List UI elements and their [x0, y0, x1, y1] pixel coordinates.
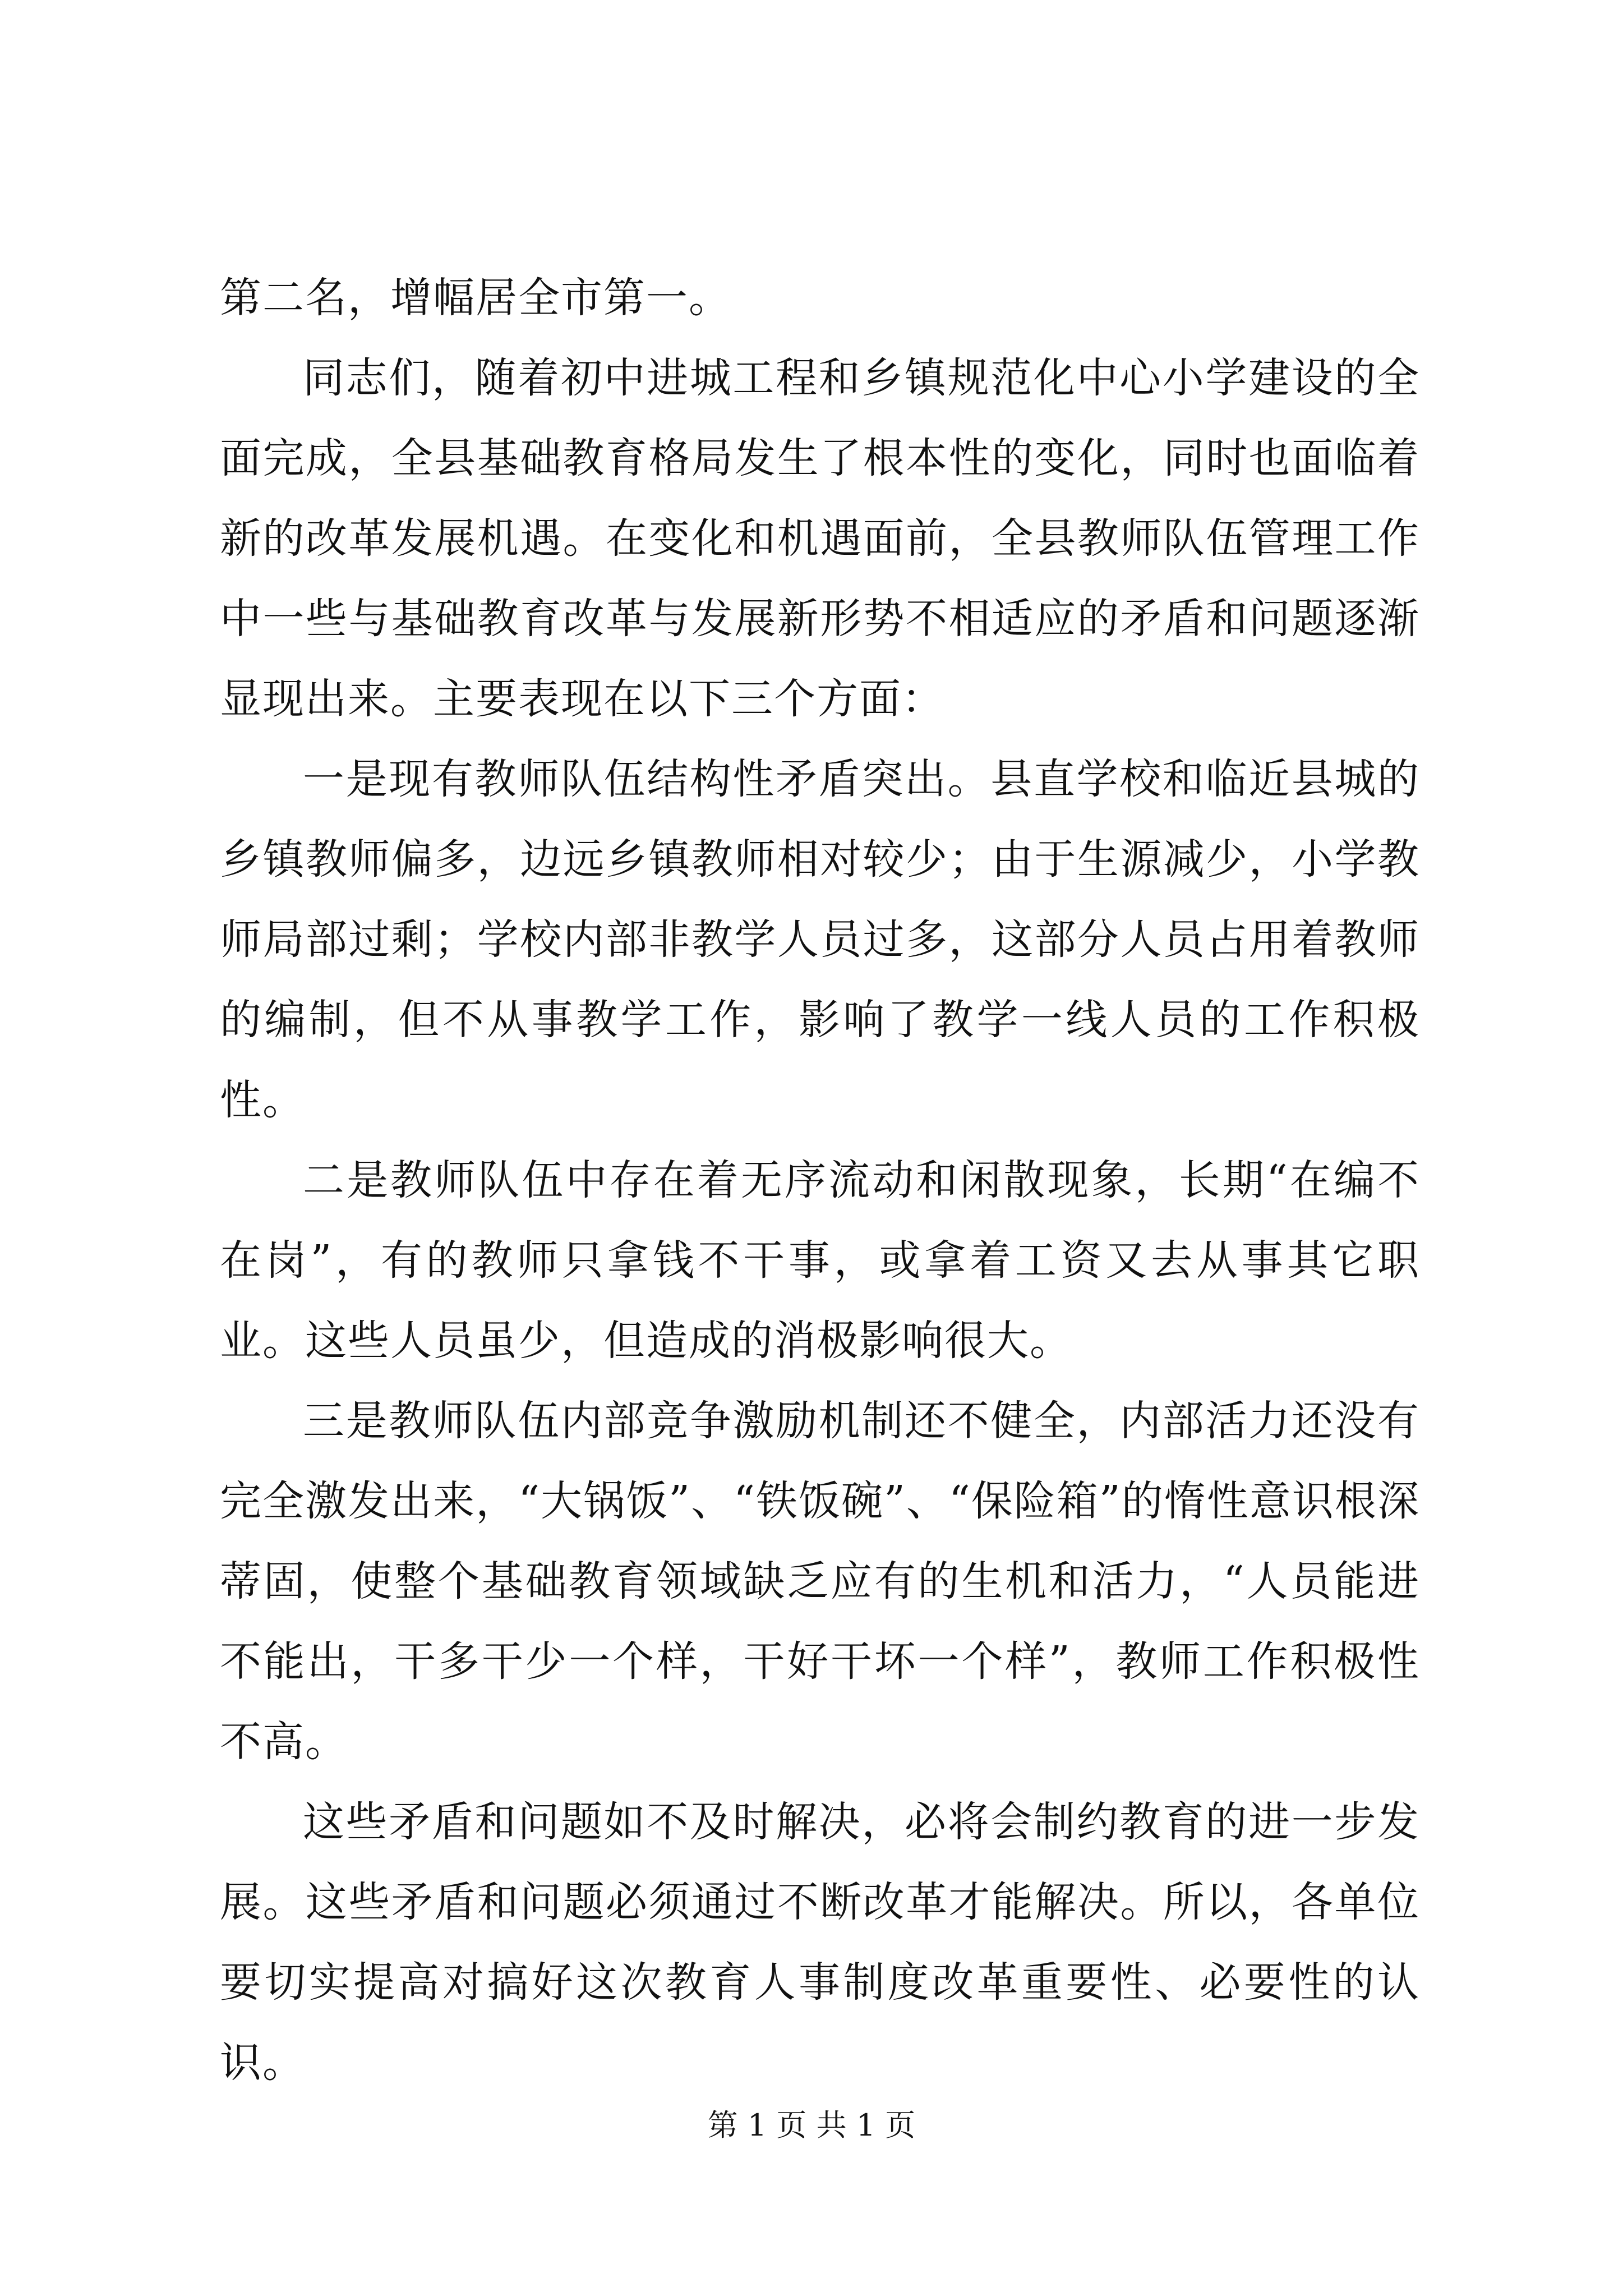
- paragraph-2: 同志们，随着初中进城工程和乡镇规范化中心小学建设的全面完成，全县基础教育格局发生了根本性的变化，同时也面临着新的改革发展机遇。在变化和机遇面前，全县教师队伍管理工作中一些与基础教育改革与发展新形势不相适应的矛盾和问题逐渐显现出来。主要表现在以下三个方面：: [220, 354, 1420, 723]
- paragraph-6: 这些矛盾和问题如不及时解决，必将会制约教育的进一步发展。这些矛盾和问题必须通过不断改革才能解决。所以，各单位要切实提高对搞好这次教育人事制度改革重要性、必要性的认识。: [220, 1798, 1420, 2087]
- document-body: [220, 258, 1420, 2103]
- paragraph-4: 二是教师队伍中存在着无序流动和闲散现象，长期“在编不在岗”，有的教师只拿钱不干事，或拿着工资又去从事其它职业。这些人员虽少，但造成的消极影响很大。: [220, 1156, 1420, 1365]
- paragraph-1: 第二名，增幅居全市第一。: [220, 274, 731, 322]
- paragraph-5: 三是教师队伍内部竞争激励机制还不健全，内部活力还没有完全激发出来，“大锅饭”、“铁饭碗”、“保险箱”的惰性意识根深蒂固，使整个基础教育领域缺乏应有的生机和活力，“人员能进不能出，干多干少一个样，干好干坏一个样”，教师工作积极性不高。: [220, 1397, 1420, 1766]
- page-footer: 第 1 页 共 1 页: [707, 2108, 916, 2143]
- paragraph-3: 一是现有教师队伍结构性矛盾突出。县直学校和临近县城的乡镇教师偏多，边远乡镇教师相对较少；由于生源减少，小学教师局部过剩；学校内部非教学人员过多，这部分人员占用着教师的编制，但不从事教学工作，影响了教学一线人员的工作积极性。: [220, 755, 1420, 1124]
